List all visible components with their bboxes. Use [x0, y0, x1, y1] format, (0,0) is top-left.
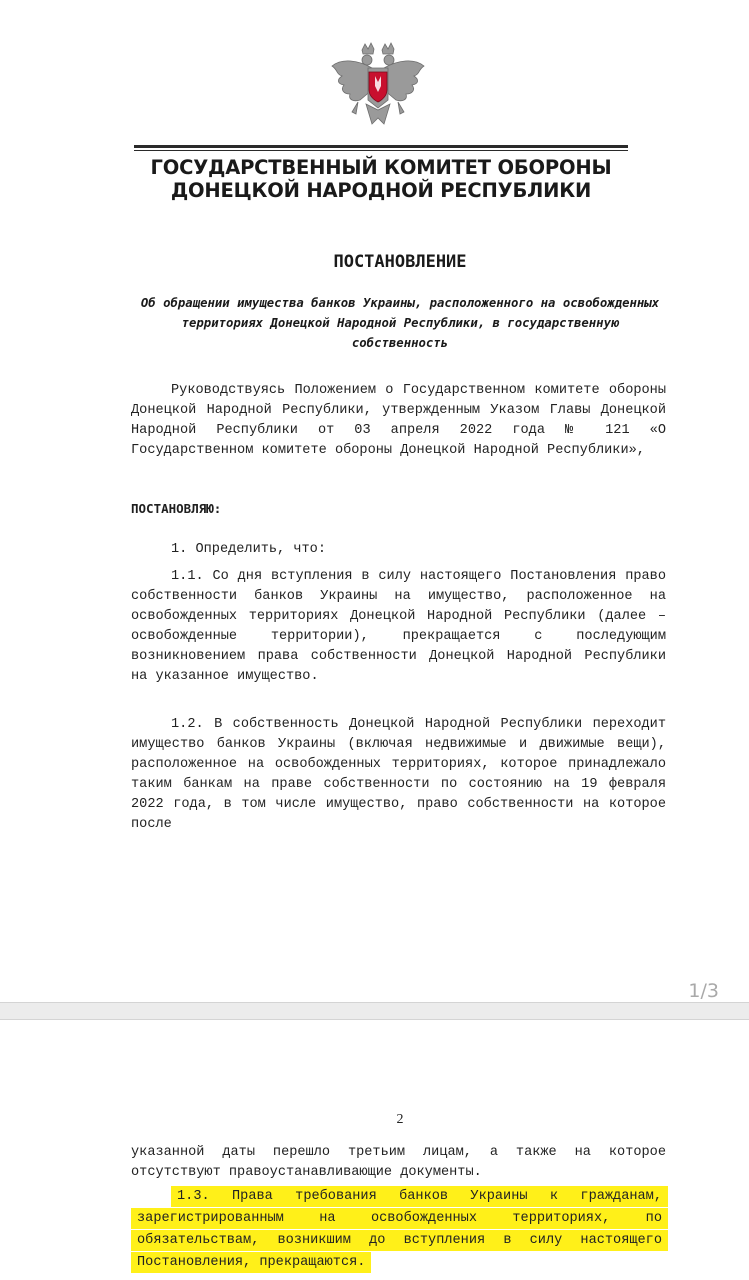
page-counter: 1/3	[688, 980, 719, 1002]
page-separator	[0, 1002, 749, 1020]
coat-of-arms-emblem	[328, 40, 428, 136]
committee-name	[134, 156, 628, 202]
item-1-2: 1.2. В собственность Донецкой Народной Республики переходит имущество банков Украины (включая недвижимые и движимые вещи), расположенное на освобожденных территориях, которое принадлежало таким банкам на праве собственности по состоянию на 19 февраля 2022 года, в том числе имущество, право собственности на которое после	[131, 717, 666, 832]
header-rule-thin	[134, 150, 628, 151]
item-1-3: 1.3. Права требования банков Украины к гражданам, зарегистрированным на освобожденных территориях, по обязательствам, возникшим до вступления в силу настоящего Постановления, прекращаются.	[131, 1186, 668, 1273]
decree-word: ПОСТАНОВЛЯЮ:	[131, 501, 222, 516]
committee-line-1: ГОСУДАРСТВЕННЫЙ КОМИТЕТ ОБОРОНЫ	[150, 156, 612, 179]
page2-continuation: указанной даты перешло третьим лицам, а также на которое отсутствуют правоустанавливающие документы.	[131, 1145, 666, 1180]
document-type-title: ПОСТАНОВЛЕНИЕ	[333, 252, 467, 272]
page-number: 2	[396, 1112, 404, 1127]
document-subject: Об обращении имущества банков Украины, расположенного на освобожденных территориях Донецкой Народной Республики, в государственную собственность	[140, 296, 660, 350]
item-1-1: 1.1. Со дня вступления в силу настоящего Постановления право собственности банков Украины на имущество, расположенное на освобожденных территориях Донецкой Народной Республики (далее – освобожденные территории), прекращается с последующим возникновением права собственности Донецкой Народной Республики на указанное имущество.	[131, 569, 666, 684]
item-1: 1. Определить, что:	[171, 542, 326, 557]
header-rule-thick	[134, 145, 628, 148]
preamble-paragraph: Руководствуясь Положением о Государственном комитете обороны Донецкой Народной Республики, утвержденным Указом Главы Донецкой Народной Республики от 03 апреля 2022 года № 121 «О Государственном комитете обороны Донецкой Народной Республики»,	[131, 383, 666, 458]
committee-line-2: ДОНЕЦКОЙ НАРОДНОЙ РЕСПУБЛИКИ	[170, 179, 592, 202]
highlighted-item-1-3	[112, 1186, 678, 1274]
